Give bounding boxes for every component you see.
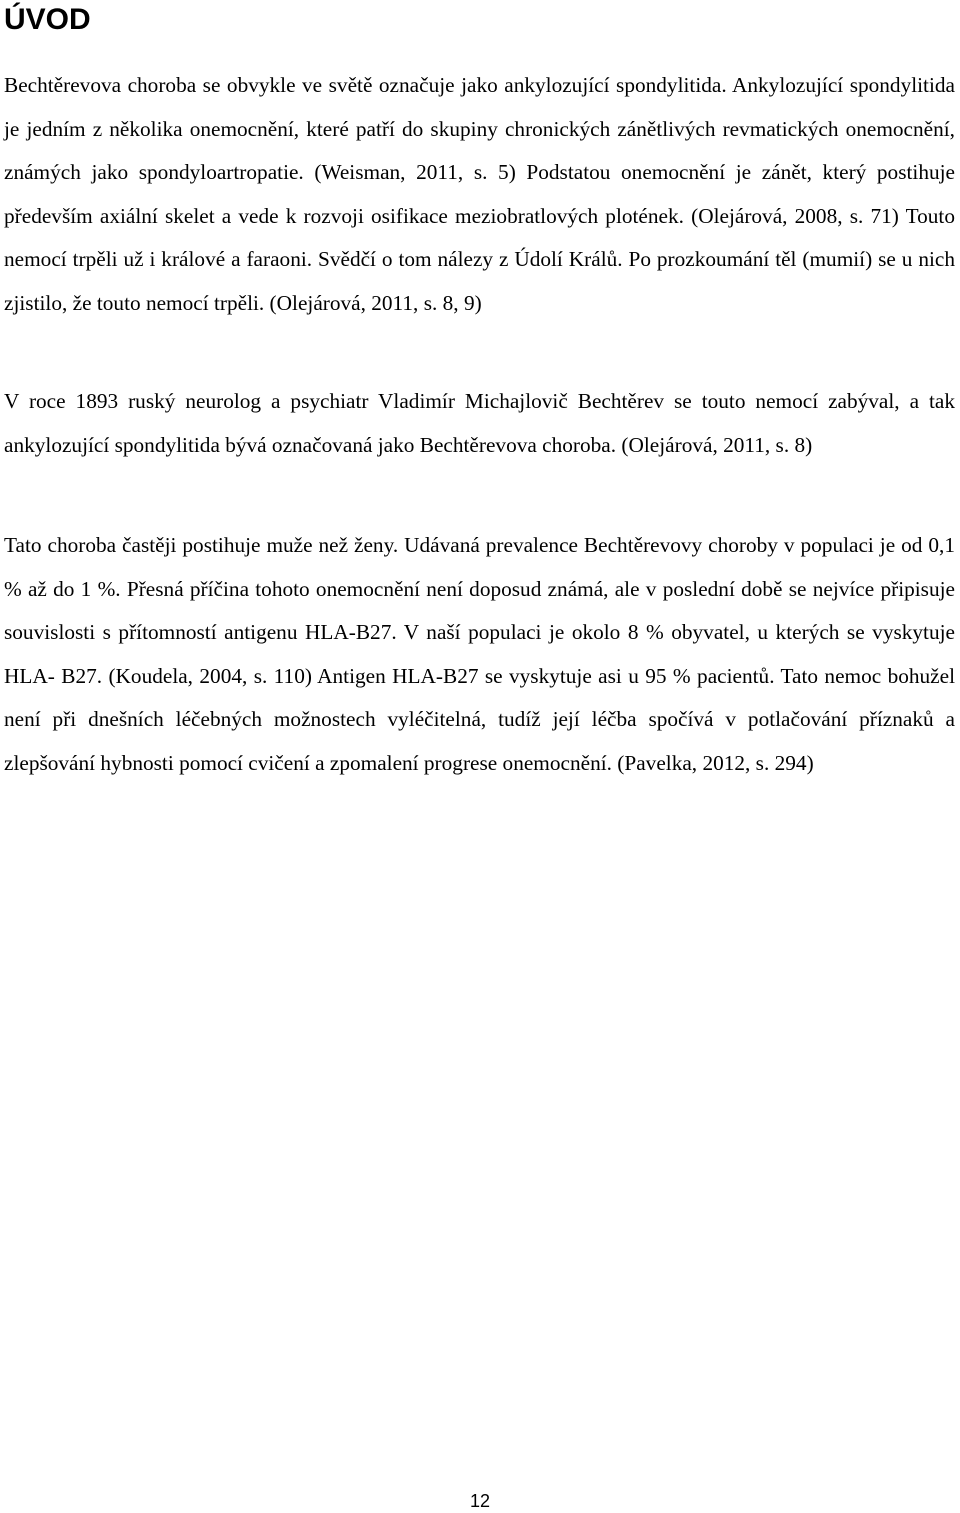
paragraph-history: Bechtěrevova choroba se obvykle ve světě označuje jako ankylozující spondylitida. Ankylozující spondylitida je jedním z několika onemocnění, které patří do skupiny chronických zánětlivých revmatických onemocnění, známých jako spondyloartropatie. (Weisman, 2011, s. 5) Podstatou onemocnění je zánět, který postihuje především axiální skelet a vede k rozvoji osifikace meziobratlových plotének. (Olejárová, 2008, s. 71) Touto nemocí trpěli už i králové a faraoni. Svědčí o tom nálezy z Údolí Králů. Po prozkoumání těl (mumií) se u nich zjistilo, že touto nemocí trpěli. (Olejárová, 2011, s. 8, 9) — [4, 73, 955, 315]
paragraph-bechterev: V roce 1893 ruský neurolog a psychiatr Vladimír Michajlovič Bechtěrev se touto nemocí zabýval, a tak ankylozující spondylitida bývá označovaná jako Bechtěrevova choroba. (Olejárová, 2011, s. 8) — [4, 389, 955, 457]
chapter-heading: ÚVOD — [4, 3, 91, 36]
document-page — [4, 0, 955, 775]
page-number: 12 — [469, 1491, 491, 1511]
paragraph-prevalence: Tato choroba častěji postihuje muže než ženy. Udávaná prevalence Bechtěrevovy choroby v populaci je od 0,1 % až do 1 %. Přesná příčina tohoto onemocnění není doposud známá, ale v poslední době se nejvíce připisuje souvislosti s přítomností antigenu HLA-B27. V naší populaci je okolo 8 % obyvatel, u kterých se vyskytuje HLA- B27. (Koudela, 2004, s. 110) Antigen HLA-B27 se vyskytuje asi u 95 % pacientů. Tato nemoc bohužel není při dnešních léčebných možnostech vyléčitelná, tudíž její léčba spočívá v potlačování příznaků a zlepšování hybnosti pomocí cvičení a zpomalení progrese onemocnění. (Pavelka, 2012, s. 294) — [4, 533, 955, 775]
